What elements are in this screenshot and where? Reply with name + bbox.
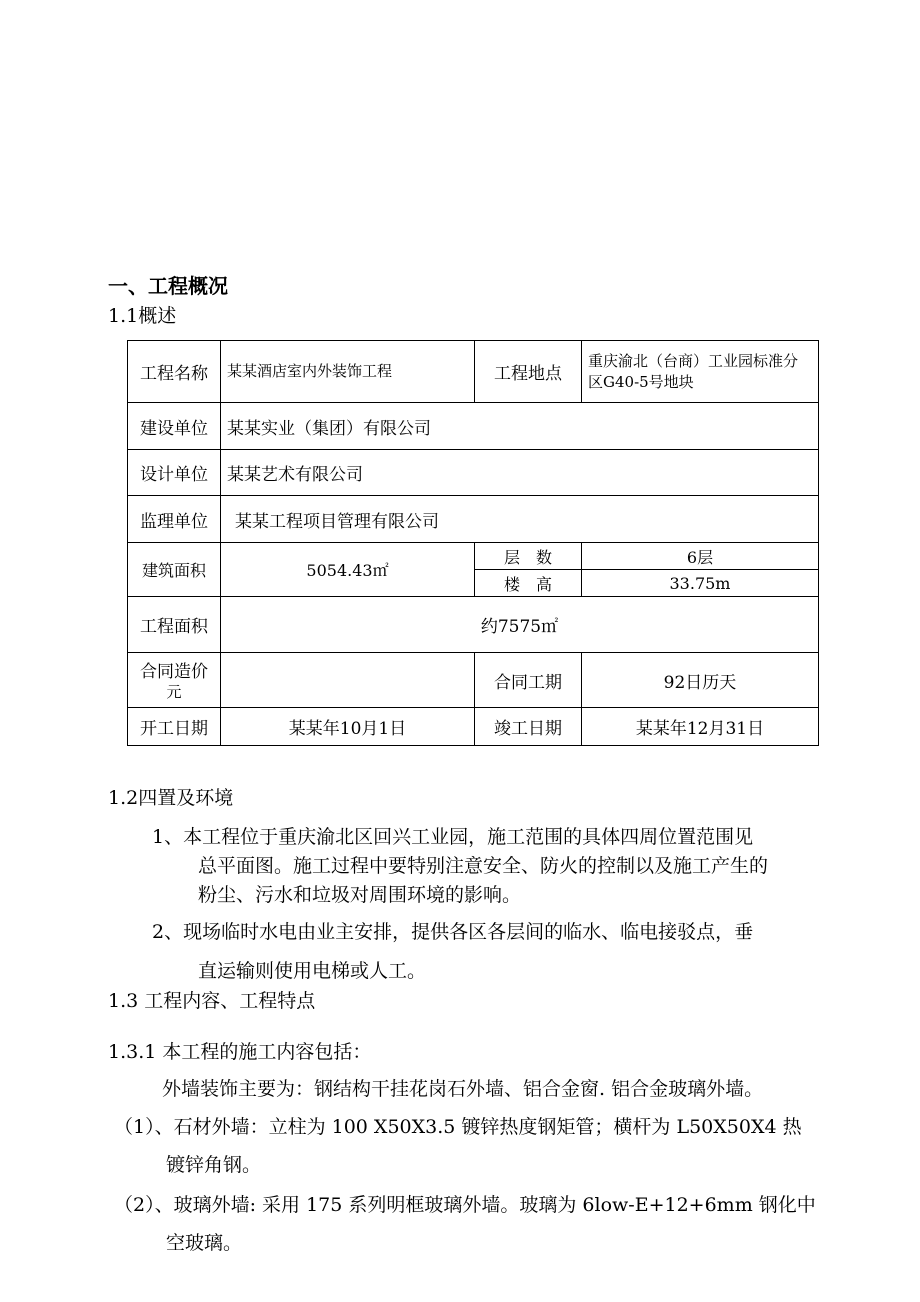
contract-price-label-line1: 合同造价 [140, 662, 208, 682]
project-location-label: 工程地点 [475, 341, 582, 403]
table-row [128, 403, 819, 450]
table-row [128, 543, 819, 570]
height-label: 楼 高 [475, 570, 582, 597]
subsection-heading-surroundings: 1.2四置及环境 [108, 787, 234, 809]
table-row [128, 653, 819, 708]
project-info-table [127, 340, 819, 746]
paragraph-line: 2、现场临时水电由业主安排，提供各区各层间的临水、临电接驳点，垂 [152, 921, 754, 943]
table-row [128, 341, 819, 403]
contract-period-value: 92日历天 [582, 653, 819, 708]
end-date-value: 某某年12月31日 [582, 708, 819, 746]
contract-price-label-line2: 元 [166, 683, 182, 701]
paragraph-line: （2）、玻璃外墙: 采用 175 系列明框玻璃外墙。玻璃为 6low-E+12+6mm 钢化中 [114, 1194, 816, 1216]
paragraph-line: 1、本工程位于重庆渝北区回兴工业园，施工范围的具体四周位置范围见 [152, 826, 754, 848]
height-value: 33.75m [582, 570, 819, 597]
project-area-label: 工程面积 [128, 597, 221, 653]
end-date-label: 竣工日期 [475, 708, 582, 746]
subsection-heading-overview: 1.1概述 [108, 305, 177, 327]
client-label: 建设单位 [128, 403, 221, 450]
start-date-value: 某某年10月1日 [221, 708, 475, 746]
start-date-label: 开工日期 [128, 708, 221, 746]
floors-value: 6层 [582, 543, 819, 570]
paragraph-line: 直运输则使用电梯或人工。 [198, 960, 427, 982]
supervisor-label: 监理单位 [128, 496, 221, 543]
designer-value: 某某艺术有限公司 [221, 450, 819, 496]
paragraph-line: 空玻璃。 [166, 1232, 243, 1254]
building-area-label: 建筑面积 [128, 543, 221, 597]
supervisor-value: 某某工程项目管理有限公司 [221, 496, 819, 543]
building-area-value: 5054.43㎡ [221, 543, 475, 597]
project-area-value: 约7575㎡ [221, 597, 819, 653]
project-location-value: 重庆渝北（台商）工业园标准分区G40-5号地块 [582, 341, 819, 403]
table-row [128, 450, 819, 496]
paragraph-line: （1）、石材外墙：立柱为 100 X50X3.5 镀锌热度钢矩管；横杆为 L50X50X4 热 [114, 1116, 802, 1138]
subsection-heading-scope: 1.3.1 本工程的施工内容包括： [108, 1041, 372, 1063]
paragraph-line: 总平面图。施工过程中要特别注意安全、防火的控制以及施工产生的 [198, 855, 769, 877]
section-heading-overview: 一、工程概况 [108, 274, 228, 298]
designer-label: 设计单位 [128, 450, 221, 496]
table-row [128, 496, 819, 543]
contract-price-value [221, 653, 475, 708]
paragraph-line: 外墙装饰主要为：钢结构干挂花岗石外墙、铝合金窗. 铝合金玻璃外墙。 [162, 1078, 764, 1100]
table-row [128, 708, 819, 746]
floors-label: 层 数 [475, 543, 582, 570]
client-value: 某某实业（集团）有限公司 [221, 403, 819, 450]
project-name-label: 工程名称 [128, 341, 221, 403]
contract-period-label: 合同工期 [475, 653, 582, 708]
project-name-value: 某某酒店室内外装饰工程 [221, 341, 475, 403]
paragraph-line: 粉尘、污水和垃圾对周围环境的影响。 [198, 884, 522, 906]
paragraph-line: 镀锌角钢。 [166, 1154, 262, 1176]
subsection-heading-content: 1.3 工程内容、工程特点 [108, 990, 316, 1012]
table-row [128, 597, 819, 653]
contract-price-label [128, 653, 221, 708]
